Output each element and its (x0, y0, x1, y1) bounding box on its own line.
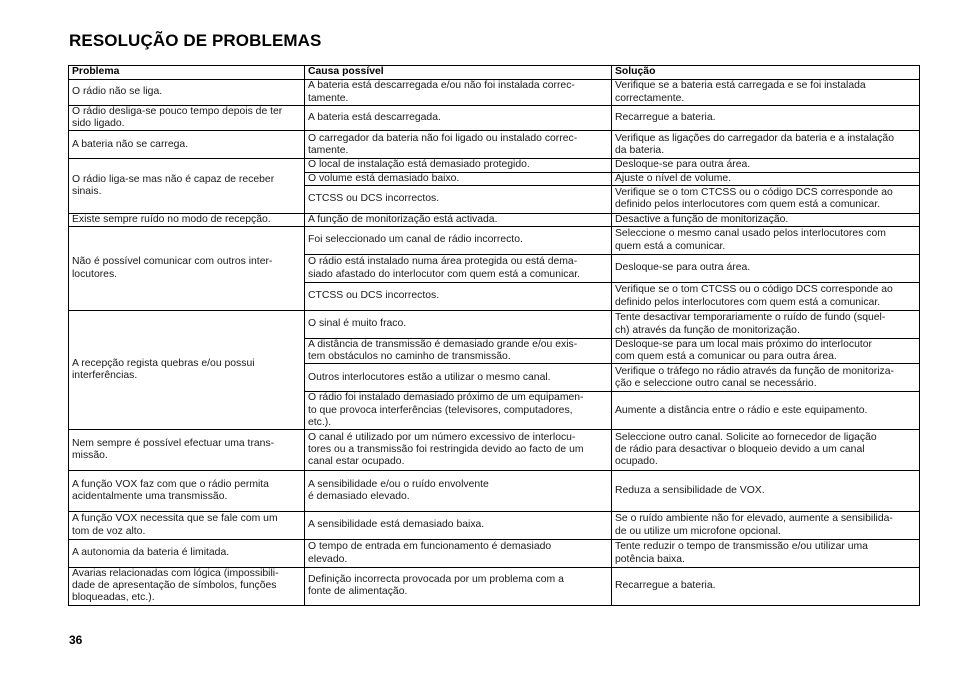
table-row (69, 430, 920, 471)
cause-cell: A sensibilidade está demasiado baixa. (305, 512, 612, 540)
solution-cell: Desactive a função de monitorização. (612, 213, 920, 226)
solution-cell: Desloque-se para outra área. (612, 255, 920, 283)
solution-cell: Tente reduzir o tempo de transmissão e/ou utilizar uma potência baixa. (612, 540, 920, 568)
cause-cell: CTCSS ou DCS incorrectos. (305, 185, 612, 213)
problem-cell: A função VOX necessita que se fale com um tom de voz alto. (69, 512, 305, 540)
solution-cell: Verifique o tráfego no rádio através da função de monitoriza- ção e seleccione outro canal se necessário. (612, 364, 920, 392)
solution-cell: Reduza a sensibilidade de VOX. (612, 471, 920, 512)
table-row (69, 80, 920, 106)
cause-cell: A bateria está descarregada e/ou não foi instalada correc- tamente. (305, 80, 612, 106)
page-title: RESOLUÇÃO DE PROBLEMAS (69, 31, 322, 50)
solution-cell: Recarregue a bateria. (612, 568, 920, 606)
solution-cell: Verifique se o tom CTCSS ou o código DCS corresponde ao definido pelos interlocutores com quem está a comunicar. (612, 283, 920, 311)
cause-cell: O local de instalação está demasiado protegido. (305, 159, 612, 172)
cause-cell: A bateria está descarregada. (305, 106, 612, 131)
table-row (69, 106, 920, 131)
problem-cell: O rádio liga-se mas não é capaz de receber sinais. (69, 159, 305, 213)
header-problem: Problema (69, 66, 305, 80)
cause-cell: CTCSS ou DCS incorrectos. (305, 283, 612, 311)
cause-cell: O sinal é muito fraco. (305, 311, 612, 339)
solution-cell: Verifique se a bateria está carregada e se foi instalada correctamente. (612, 80, 920, 106)
cause-cell: O canal é utilizado por um número excessivo de interlocu- tores ou a transmissão foi restringida devido ao facto de um canal estar ocupado. (305, 430, 612, 471)
table-row (69, 311, 920, 339)
cause-cell: A sensibilidade e/ou o ruído envolvente é demasiado elevado. (305, 471, 612, 512)
cause-cell: O rádio foi instalado demasiado próximo de um equipamen- to que provoca interferências (televisores, computadores, etc.). (305, 392, 612, 430)
troubleshooting-table (68, 65, 920, 606)
solution-cell: Verifique se o tom CTCSS ou o código DCS corresponde ao definido pelos interlocutores com quem está a comunicar. (612, 185, 920, 213)
problem-cell: Nem sempre é possível efectuar uma trans- missão. (69, 430, 305, 471)
cause-cell: O volume está demasiado baixo. (305, 172, 612, 185)
table-row (69, 131, 920, 159)
table-header-row (69, 66, 920, 80)
problem-cell: Avarias relacionadas com lógica (impossibili- dade de apresentação de símbolos, funções bloqueadas, etc.). (69, 568, 305, 606)
solution-cell: Ajuste o nível de volume. (612, 172, 920, 185)
cause-cell: O rádio está instalado numa área protegida ou está dema- siado afastado do interlocutor com quem está a comunicar. (305, 255, 612, 283)
solution-cell: Seleccione outro canal. Solicite ao fornecedor de ligação de rádio para desactivar o bloqueio devido a um canal ocupado. (612, 430, 920, 471)
problem-cell: A recepção regista quebras e/ou possui interferências. (69, 311, 305, 430)
table-row (69, 159, 920, 172)
cause-cell: Foi seleccionado um canal de rádio incorrecto. (305, 227, 612, 255)
header-solution: Solução (612, 66, 920, 80)
table-row (69, 471, 920, 512)
solution-cell: Se o ruído ambiente não for elevado, aumente a sensibilida- de ou utilize um microfone opcional. (612, 512, 920, 540)
cause-cell: A função de monitorização está activada. (305, 213, 612, 226)
problem-cell: O rádio não se liga. (69, 80, 305, 106)
table-row (69, 213, 920, 226)
table-header (69, 66, 920, 80)
solution-cell: Desloque-se para um local mais próximo do interlocutor com quem está a comunicar ou para outra área. (612, 339, 920, 364)
problem-cell: O rádio desliga-se pouco tempo depois de ter sido ligado. (69, 106, 305, 131)
solution-cell: Recarregue a bateria. (612, 106, 920, 131)
problem-cell: A autonomia da bateria é limitada. (69, 540, 305, 568)
solution-cell: Verifique as ligações do carregador da bateria e a instalação da bateria. (612, 131, 920, 159)
cause-cell: A distância de transmissão é demasiado grande e/ou exis- tem obstáculos no caminho de transmissão. (305, 339, 612, 364)
problem-cell: A função VOX faz com que o rádio permita acidentalmente uma transmissão. (69, 471, 305, 512)
problem-cell: Existe sempre ruído no modo de recepção. (69, 213, 305, 226)
cause-cell: Outros interlocutores estão a utilizar o mesmo canal. (305, 364, 612, 392)
page-number: 36 (69, 633, 83, 647)
problem-cell: Não é possível comunicar com outros inter- locutores. (69, 227, 305, 311)
solution-cell: Desloque-se para outra área. (612, 159, 920, 172)
table-body (69, 80, 920, 606)
table-row (69, 512, 920, 540)
table-row (69, 227, 920, 255)
solution-cell: Seleccione o mesmo canal usado pelos interlocutores com quem está a comunicar. (612, 227, 920, 255)
table-row (69, 568, 920, 606)
cause-cell: O tempo de entrada em funcionamento é demasiado elevado. (305, 540, 612, 568)
cause-cell: Definição incorrecta provocada por um problema com a fonte de alimentação. (305, 568, 612, 606)
header-cause: Causa possível (305, 66, 612, 80)
problem-cell: A bateria não se carrega. (69, 131, 305, 159)
solution-cell: Aumente a distância entre o rádio e este equipamento. (612, 392, 920, 430)
cause-cell: O carregador da bateria não foi ligado ou instalado correc- tamente. (305, 131, 612, 159)
solution-cell: Tente desactivar temporariamente o ruído de fundo (squel- ch) através da função de monitorização. (612, 311, 920, 339)
table-row (69, 540, 920, 568)
